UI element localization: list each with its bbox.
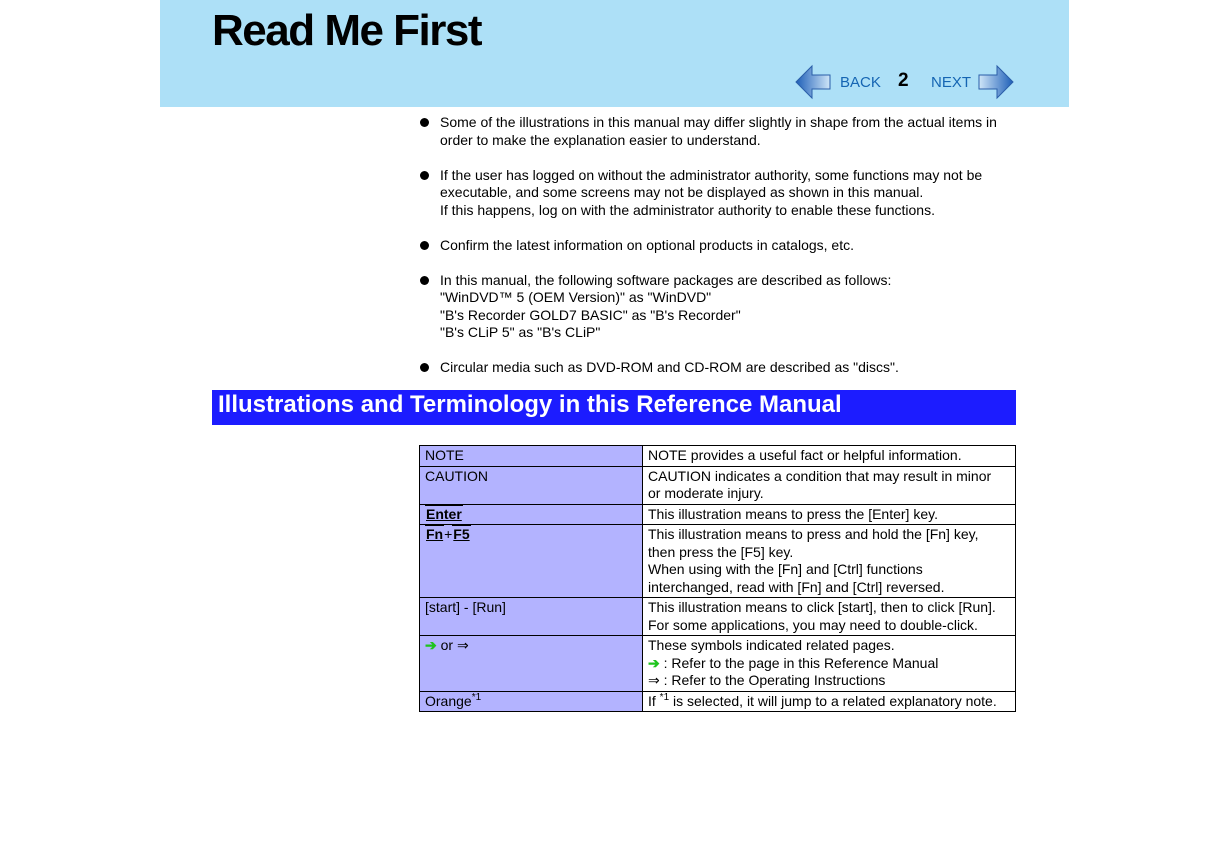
back-arrow-icon (795, 64, 831, 100)
term-cell (420, 504, 643, 525)
term-cell: Orange$^{*1}$ (420, 691, 643, 712)
back-label: BACK (840, 73, 881, 91)
footnote-marker: *1 (471, 691, 482, 703)
term-cell: [start] - [Run] (420, 598, 643, 636)
description-cell: CAUTION indicates a condition that may result in minor or moderate injury. (643, 466, 1016, 504)
table-row (420, 598, 1016, 636)
terminology-table (419, 445, 1016, 712)
table-row (420, 636, 1016, 692)
list-item: Confirm the latest information on optional products in catalogs, etc. (419, 237, 1019, 255)
term-cell (420, 525, 643, 598)
back-button[interactable] (795, 63, 881, 101)
description-cell: If $^{*1}$ is selected, it will jump to a related explanatory note. (643, 691, 1016, 712)
fn-key-icon: Fn (426, 526, 444, 542)
table-row (420, 446, 1016, 467)
table-row (420, 691, 1016, 712)
next-arrow-icon (978, 64, 1014, 100)
term-cell: ➔ or ⇒ (420, 636, 643, 692)
description-cell: This illustration means to press and hold the [Fn] key, then press the [F5] key. When using with the [Fn] and [Ctrl] functions interchanged, read with [Fn] and [Ctrl] reversed. (643, 525, 1016, 598)
description-cell: This illustration means to click [start], then to click [Run]. For some applications, you may need to double-click. (643, 598, 1016, 636)
page-title: Read Me First (212, 6, 482, 55)
page-navigation (795, 63, 1020, 101)
double-arrow-icon: ⇒ (456, 637, 469, 653)
table-row (420, 466, 1016, 504)
plus-sign: + (444, 526, 453, 542)
section-heading: Illustrations and Terminology in this Reference Manual (212, 390, 1016, 425)
notes-list (419, 114, 1019, 394)
list-item: Some of the illustrations in this manual may differ slightly in shape from the actual items in order to make the explanation easier to understand. (419, 114, 1019, 149)
table-row (420, 504, 1016, 525)
page-header (160, 0, 1069, 107)
next-label: NEXT (931, 73, 972, 91)
description-cell: These symbols indicated related pages. ➔ : Refer to the page in this Reference Manual ⇒ : Refer to the Operating Instructions (643, 636, 1016, 692)
green-arrow-icon: ➔ (648, 654, 660, 671)
term-cell: CAUTION (420, 466, 643, 504)
description-cell: This illustration means to press the [Enter] key. (643, 504, 1016, 525)
footnote-marker: *1 (659, 691, 670, 703)
table-row (420, 525, 1016, 598)
description-cell: NOTE provides a useful fact or helpful information. (643, 446, 1016, 467)
double-arrow-icon: ⇒ (648, 672, 660, 688)
list-item: Circular media such as DVD-ROM and CD-ROM are described as "discs". (419, 359, 1019, 377)
next-button[interactable] (931, 63, 1014, 101)
green-arrow-icon: ➔ (425, 637, 437, 653)
enter-key-icon: Enter (426, 505, 462, 522)
term-cell: NOTE (420, 446, 643, 467)
list-item: If the user has logged on without the administrator authority, some functions may not be executable, and some screens may not be displayed as shown in this manual. If this happens, log on with the administrator authority to enable these functions. (419, 167, 1019, 220)
page-number: 2 (898, 70, 909, 91)
list-item: In this manual, the following software packages are described as follows: "WinDVD™ 5 (OEM Version)" as "WinDVD" "B's Recorder GOLD7 BASIC" as "B's Recorder" "B's CLiP 5" as "B's CLiP" (419, 272, 1019, 342)
f5-key-icon: F5 (453, 526, 470, 542)
